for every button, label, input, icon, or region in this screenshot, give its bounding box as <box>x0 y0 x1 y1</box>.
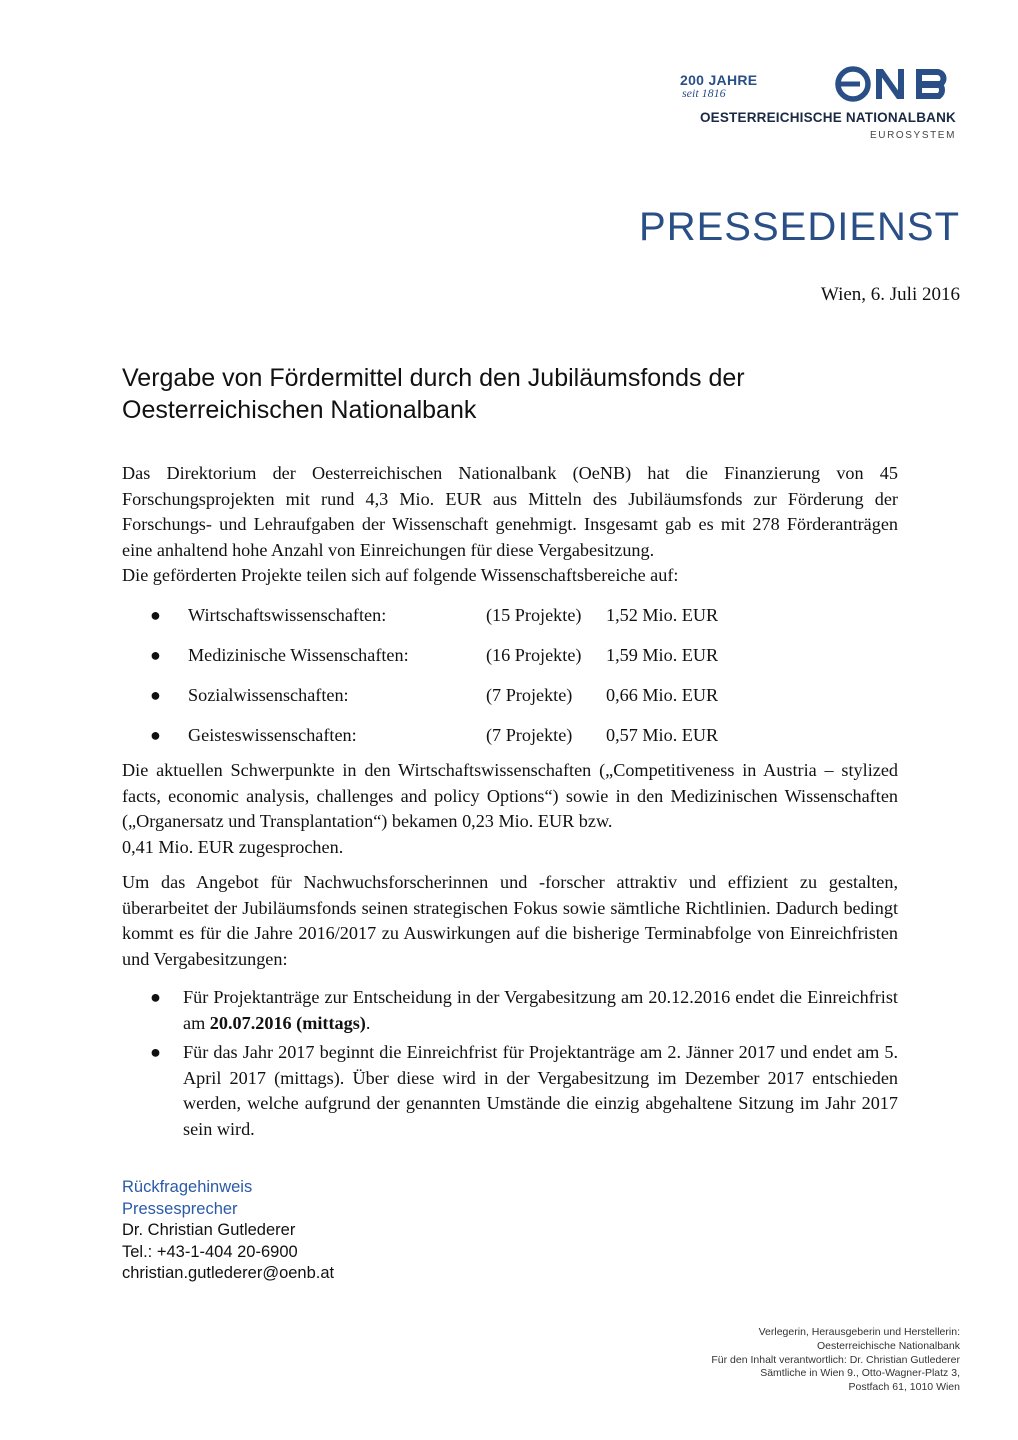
list-item <box>150 985 898 1036</box>
contact-email[interactable]: christian.gutlederer@oenb.at <box>122 1264 335 1282</box>
eurosystem-label: EUROSYSTEM <box>869 130 956 141</box>
headline-line-1: Vergabe von Fördermittel durch den Jubiläumsfonds der <box>122 364 745 392</box>
list-item <box>150 640 790 680</box>
bullet-icon: ● <box>150 725 161 745</box>
field-name: Wirtschaftswissenschaften: <box>188 605 387 625</box>
deadline-date: 20.07.2016 (mittags) <box>209 1012 366 1033</box>
imprint-line: Oesterreichische Nationalbank <box>817 1339 960 1352</box>
project-count: (7 Projekte) <box>486 685 573 705</box>
contact-phone: Tel.: +43-1-404 20-6900 <box>122 1242 298 1261</box>
project-count: (16 Projekte) <box>486 645 582 665</box>
imprint-line: Postfach 61, 1010 Wien <box>848 1381 960 1394</box>
funding-list <box>150 600 790 760</box>
oenb-logo <box>672 64 962 144</box>
headline <box>122 362 902 426</box>
focus-text: Die aktuellen Schwerpunkte in den Wirtschaftswissenschaften („Competitiveness in Austria – stylized facts, economic analysis, challenges and policy Options“) sowie in den Medizinischen Wissenschaften („Organersatz und Transplantation“) bekamen 0,23 Mio. EUR bzw. <box>122 760 898 831</box>
funding-amount: 0,66 Mio. EUR <box>606 685 719 705</box>
field-name: Sozialwissenschaften: <box>188 685 349 705</box>
field-name: Medizinische Wissenschaften: <box>188 645 409 665</box>
press-date: Wien, 6. Juli 2016 <box>820 284 960 305</box>
bullet-icon: ● <box>150 987 161 1007</box>
intro-lead-in: Die geförderten Projekte teilen sich auf folgende Wissenschaftsbereiche auf: <box>122 565 679 585</box>
funding-amount: 1,59 Mio. EUR <box>606 645 719 665</box>
bank-name: OESTERREICHISCHE NATIONALBANK <box>699 110 956 125</box>
focus-paragraph <box>122 758 898 860</box>
headline-line-2: Oesterreichischen Nationalbank <box>122 396 477 424</box>
bullet-icon: ● <box>150 605 161 625</box>
project-count: (15 Projekte) <box>486 605 582 625</box>
jubilee-title: 200 JAHRE <box>680 72 758 88</box>
focus-text-last: 0,41 Mio. EUR zugesprochen. <box>122 836 344 857</box>
onb-logo-mark <box>834 64 958 104</box>
contact-role: Pressesprecher <box>122 1199 238 1218</box>
bullet-icon: ● <box>150 685 161 705</box>
bullet-icon: ● <box>150 645 161 665</box>
contact-block <box>122 1177 334 1285</box>
jubilee-subtitle: seit 1816 <box>682 86 726 100</box>
list-item <box>150 680 790 720</box>
section-title: PRESSEDIENST <box>639 205 960 249</box>
imprint-line: Sämtliche in Wien 9., Otto-Wagner-Platz 3, <box>760 1367 960 1380</box>
imprint-line: Verlegerin, Herausgeberin und Herstellerin: <box>758 1326 960 1338</box>
reform-paragraph: Um das Angebot für Nachwuchsforscherinnen und -forscher attraktiv und effizient zu gestalten, überarbeitet der Jubiläumsfonds seinen strategischen Fokus sowie sämtliche Richtlinien. Dadurch bedingt kommt es für die Jahre 2016/2017 zu Auswirkungen auf die bisherige Terminabfolge von Einreichfristen und Vergabesitzungen: <box>122 872 898 969</box>
intro-paragraph <box>122 461 898 589</box>
list-item <box>150 1040 898 1142</box>
imprint-line: Für den Inhalt verantwortlich: Dr. Christian Gutlederer <box>711 1353 960 1366</box>
deadline-text: Für das Jahr 2017 beginnt die Einreichfrist für Projektanträge am 2. Jänner 2017 und endet am 5. April 2017 (mittags). Über diese wird in der Vergabesitzung im Dezember 2017 entschieden werden, welche aufgrund der genannten Umstände die einzig abgehaltene Sitzung im Jahr 2017 sein wird. <box>183 1042 898 1139</box>
intro-text: Das Direktorium der Oesterreichischen Nationalbank (OeNB) hat die Finanzierung von 45 Forschungsprojekten mit rund 4,3 Mio. EUR aus Mitteln des Jubiläumsfonds zur Förderung der Forschungs- und Lehraufgaben der Wissenschaft genehmigt. Insgesamt gab es mit 278 Förderanträgen eine anhaltend hohe Anzahl von Einreichungen für diese Vergabesitzung. <box>122 463 898 560</box>
funding-amount: 1,52 Mio. EUR <box>606 605 719 625</box>
imprint <box>711 1326 960 1395</box>
jubilee-badge <box>680 72 757 101</box>
list-item <box>150 720 790 760</box>
project-count: (7 Projekte) <box>486 725 573 745</box>
contact-label: Rückfragehinweis <box>122 1178 253 1196</box>
deadline-text: Für Projektanträge zur Entscheidung in der Vergabesitzung am 20.12.2016 endet die Einreichfrist am <box>183 987 898 1033</box>
funding-amount: 0,57 Mio. EUR <box>606 725 719 745</box>
deadline-end: . <box>365 1012 371 1033</box>
list-item <box>150 600 790 640</box>
contact-name: Dr. Christian Gutlederer <box>122 1221 296 1239</box>
bullet-icon: ● <box>150 1042 161 1062</box>
deadline-list <box>150 985 898 1146</box>
field-name: Geisteswissenschaften: <box>188 725 357 745</box>
